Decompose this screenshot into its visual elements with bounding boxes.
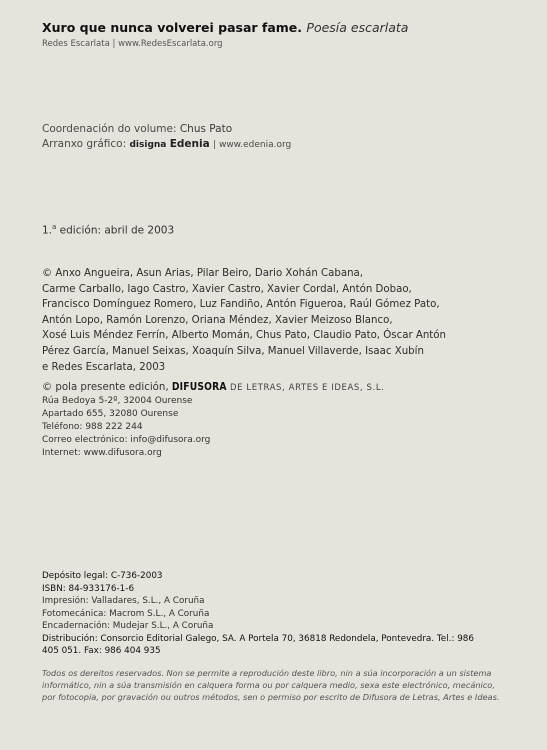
edition-number: 1. (42, 224, 53, 237)
coordination-label: Coordenación do volume: (42, 123, 177, 135)
series-publisher-line: Redes Escarlata | www.RedesEscarlata.org (42, 39, 223, 49)
edition-text: edición: abril de 2003 (59, 224, 175, 237)
publisher-edition-line (42, 381, 509, 395)
credits-block (42, 122, 509, 153)
printing: Impresión: Valladares, S.L., A Coruña (42, 596, 205, 606)
binding: Encadernación: Mudejar S.L., A Coruña (42, 621, 214, 631)
authors-line: Carme Carballo, Iago Castro, Xavier Castro, Xavier Cordal, Antón Dobao, (42, 283, 412, 295)
legal-deposit: Depósito legal: C-736-2003 (42, 571, 163, 581)
publisher-block (42, 381, 509, 460)
publisher-web: Internet: www.difusora.org (42, 448, 162, 458)
design-studio-name: Edenia (169, 138, 210, 150)
authors-line: Antón Lopo, Ramón Lorenzo, Oriana Méndez, Xavier Meizoso Blanco, (42, 314, 393, 326)
coordination-line (42, 122, 509, 137)
edition-ordinal: a (52, 223, 57, 231)
publisher-prefix: © pola presente edición, (42, 382, 169, 393)
design-url: | www.edenia.org (213, 140, 292, 150)
authors-copyright-block (42, 266, 509, 375)
publisher-brand: DIFUSORA (171, 382, 227, 393)
photomechanics: Fotomecánica: Macrom S.L., A Coruña (42, 608, 210, 619)
authors-line: e Redes Escarlata, 2003 (42, 361, 166, 373)
publisher-po-box: Apartado 655, 32080 Ourense (42, 409, 179, 419)
distribution-line-2: 405 051. Fax: 986 404 935 (42, 646, 161, 656)
book-title (42, 20, 509, 35)
publisher-email: Correo electrónico: info@difusora.org (42, 435, 211, 445)
authors-line: © Anxo Angueira, Asun Arias, Pilar Beiro, Dario Xohán Cabana, (42, 268, 364, 279)
authors-line: Pérez García, Manuel Seixas, Xoaquín Silva, Manuel Villaverde, Isaac Xubín (42, 345, 424, 357)
rights-notice: Todos os dereitos reservados. Non se permite a reprodución deste libro, nin a súa incorporación a un sistema informático, nin a súa transmisión en calquera forma ou por calquera medio, sexa este electrónico, mecánico, por fotocopia, por gravación ou outros métodos, sen o permiso por escrito de Difusora de Letras, Artes e Ideas. (42, 668, 500, 702)
publisher-address: Rúa Bedoya 5-2º, 32004 Ourense (42, 396, 193, 406)
distribution-line-1: Distribución: Consorcio Editorial Galego, SA. A Portela 70, 36818 Redondela, Pontevedra. Tel.: 986 (42, 633, 474, 644)
design-studio-prefix: disigna (129, 140, 167, 150)
legal-block (42, 570, 509, 658)
publisher-brand-rest: DE LETRAS, ARTES E IDEAS, S.L. (229, 383, 385, 393)
coordination-value: Chus Pato (179, 123, 233, 135)
edition-line (42, 223, 509, 237)
subtitle-text: Poesía escarlata (306, 20, 409, 35)
authors-line: Xosé Luis Méndez Ferrín, Alberto Momán, Chus Pato, Claudio Pato, Óscar Antón (42, 330, 446, 342)
design-label: Arranxo gráfico: (42, 138, 127, 150)
title-text: Xuro que nunca volverei pasar fame. (42, 20, 303, 35)
isbn: ISBN: 84-933176-1-6 (42, 583, 135, 594)
publisher-phone: Teléfono: 988 222 244 (42, 422, 143, 432)
authors-line: Francisco Domínguez Romero, Luz Fandiño, Antón Figueroa, Raúl Gómez Pato, (42, 299, 440, 311)
design-line (42, 137, 509, 153)
